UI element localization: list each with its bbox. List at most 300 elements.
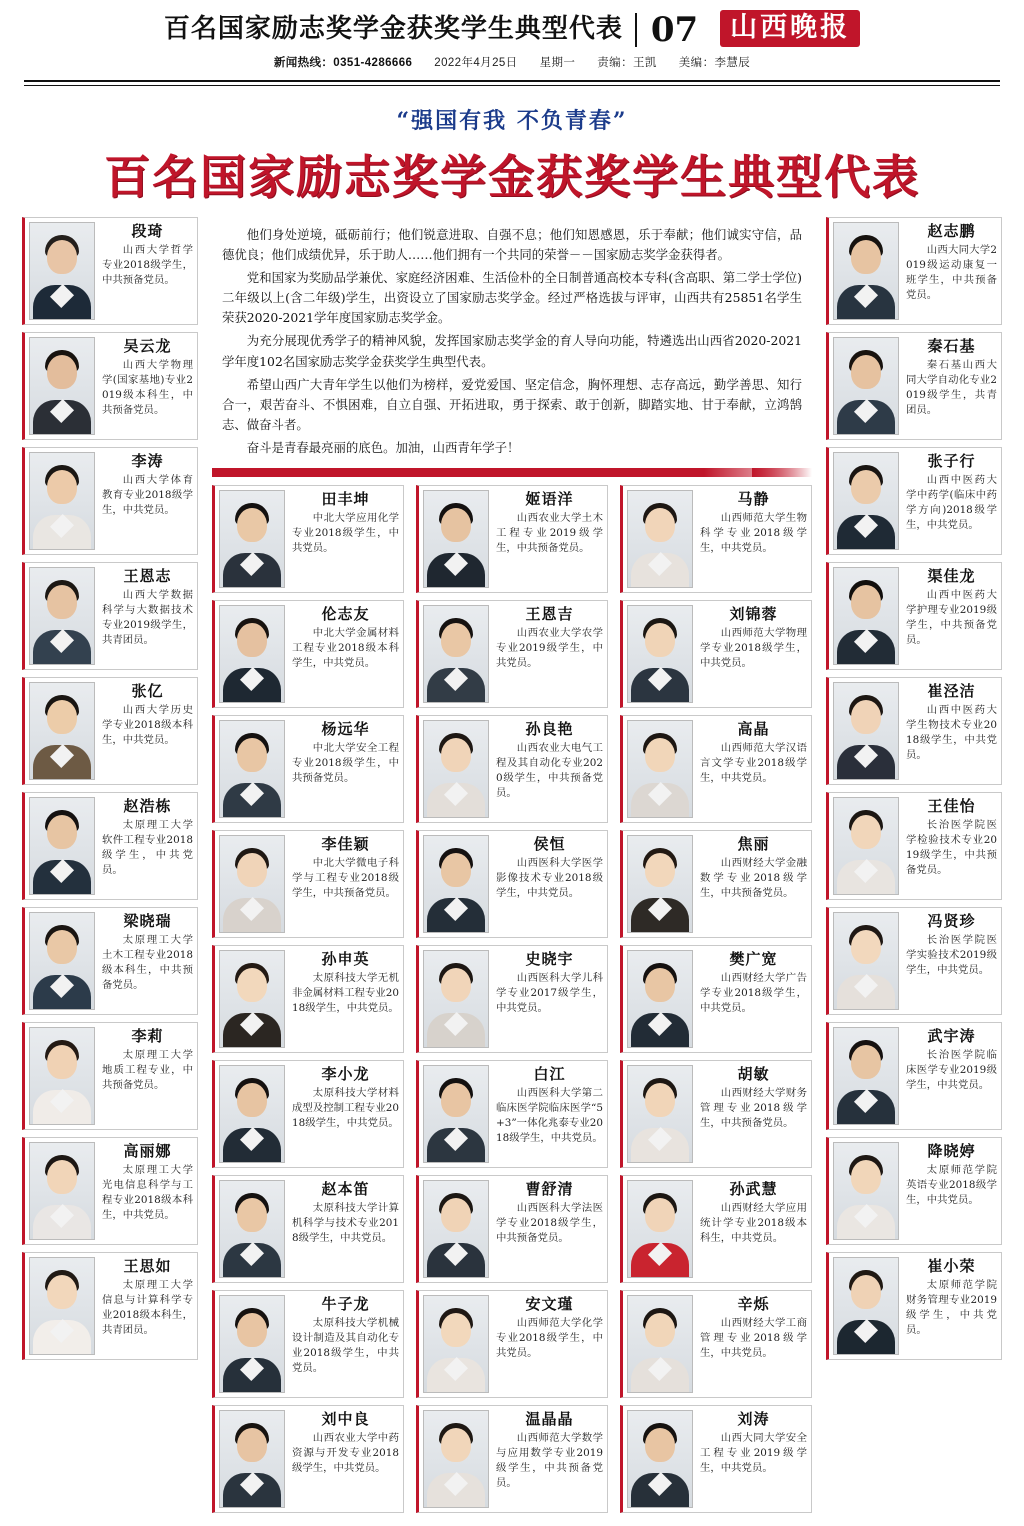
student-card [620,600,812,708]
student-photo [219,605,285,703]
student-name: 姬语洋 [525,490,574,509]
student-name: 段琦 [131,222,164,240]
student-photo [29,682,95,780]
masthead-subline [24,54,1000,70]
student-description: 山西农业大学中药资源与开发专业2018级学生，中共党员。 [292,1431,399,1474]
student-photo [423,835,489,933]
student-photo [219,1065,285,1163]
student-card [416,1290,608,1398]
newspaper-logo: 山西晚报 [720,10,860,47]
student-photo [29,452,95,550]
photo-face [47,355,77,389]
student-name: 刘中良 [321,1410,370,1429]
student-description: 太原理工大学信息与计算科学专业2018级本科生，共青团员。 [102,1278,193,1336]
student-description: 太原科技大学材料成型及控制工程专业2018级学生，中共党员。 [292,1086,399,1129]
photo-face [47,1045,77,1079]
photo-face [47,1160,77,1194]
student-photo [29,337,95,435]
student-info [292,835,399,933]
student-card [22,1252,198,1360]
middle-grid-top [212,485,812,1520]
student-name: 崔小荣 [927,1257,976,1275]
photo-face [237,508,267,542]
student-card [22,677,198,785]
student-info [700,1180,807,1278]
student-description: 山西财经大学广告学专业2018级学生，中共党员。 [700,971,807,1014]
photo-face [645,738,675,772]
student-card [416,1405,608,1513]
photo-face [645,623,675,657]
photo-face [851,700,881,734]
student-info [102,337,193,435]
student-name: 牛子龙 [321,1295,370,1314]
intro-paragraph: 党和国家为奖励品学兼优、家庭经济困难、生活俭朴的全日制普通高校本专科(含高职、第二学士学位)二年级以上(含二年级)学生，出资设立了国家励志奖学金。经过严格选拔与评审，山西共有25851名学生荣获2020-2021学年度国家励志奖学金。 [222,270,802,326]
student-description: 山西中医药大学护理专业2019级学生，中共预备党员。 [906,588,997,646]
middle-column [416,485,608,1520]
student-info [496,605,603,703]
student-name: 焦丽 [737,835,770,854]
student-card [22,1022,198,1130]
page-body [0,207,1024,1526]
student-description: 山西财经大学应用统计学专业2018级本科生，中共党员。 [700,1201,807,1244]
student-info [906,797,997,895]
student-photo [627,1065,693,1163]
student-description: 山西大学体育教育专业2018级学生，中共党员。 [102,473,193,516]
photo-face [47,1275,77,1309]
student-description: 山西大学历史学专业2018级本科生，中共党员。 [102,703,193,746]
student-info [700,490,807,588]
student-name: 曹舒清 [525,1180,574,1199]
student-description: 山西财经大学财务管理专业2018级学生，中共预备党员。 [700,1086,807,1129]
photo-face [441,1198,471,1232]
masthead [0,0,1024,86]
intro-paragraph: 希望山西广大青年学生以他们为榜样，爱党爱国、坚定信念，胸怀理想、志存高远，勤学善思、知行合一，艰苦奋斗、不惧困难，自立自强、开拓进取，勇于探索、敢于创新，脚踏实地、甘于奉献，立鸿鹄志、做奋斗者。 [222,376,802,432]
photo-face [851,585,881,619]
student-info [292,1065,399,1163]
student-name: 田丰坤 [321,490,370,509]
student-name: 张亿 [131,682,164,700]
student-card [22,217,198,325]
student-photo [833,1142,899,1240]
photo-face [645,968,675,1002]
student-photo [627,1180,693,1278]
student-name: 冯贤珍 [927,912,976,930]
student-description: 山西大同大学安全工程专业2019级学生，中共党员。 [700,1431,807,1474]
student-photo [29,567,95,665]
student-photo [833,797,899,895]
student-info [102,682,193,780]
photo-face [237,1198,267,1232]
student-name: 孙良艳 [525,720,574,739]
student-name: 孙申英 [321,950,370,969]
student-name: 秦石基 [927,337,976,355]
student-info [292,950,399,1048]
student-card [620,1175,812,1283]
masthead-row [24,8,1000,50]
student-info [906,1142,997,1240]
student-name: 伦志友 [321,605,370,624]
student-info [102,567,193,665]
student-name: 武宇涛 [927,1027,976,1045]
student-description: 中北大学安全工程专业2018级学生，中共预备党员。 [292,741,399,784]
student-name: 高丽娜 [123,1142,172,1160]
student-name: 李小龙 [321,1065,370,1084]
student-description: 太原科技大学无机非金属材料工程专业2018级学生，中共党员。 [292,971,399,1014]
student-photo [833,682,899,780]
photo-face [237,1313,267,1347]
student-info [102,1257,193,1355]
student-photo [833,222,899,320]
student-info [906,222,997,320]
student-description: 山西医科大学第二临床医学院临床医学“5+3”一体化兆泰专业2018级学生，中共党员。 [496,1086,603,1144]
student-card [826,1022,1002,1130]
student-info [906,567,997,665]
photo-face [47,470,77,504]
page-number: 07 [635,13,708,47]
publish-date: 2022年4月25日 [434,57,518,69]
student-description: 山西中医药大学中药学(临床中药学方向)2018级学生，中共党员。 [906,473,997,531]
photo-face [851,815,881,849]
photo-face [441,738,471,772]
masthead-rule-thin [24,85,1000,86]
student-photo [29,222,95,320]
headline-block [0,104,1024,207]
student-info [496,1065,603,1163]
photo-face [645,1083,675,1117]
student-card [826,447,1002,555]
student-description: 太原理工大学地质工程专业，中共预备党员。 [102,1048,193,1091]
student-description: 山西师范大学数学与应用数学专业2019级学生，中共预备党员。 [496,1431,603,1489]
student-card [416,830,608,938]
student-info [292,490,399,588]
student-photo [423,490,489,588]
photo-face [237,1083,267,1117]
photo-face [851,1275,881,1309]
student-name: 李佳颖 [321,835,370,854]
student-name: 高晶 [737,720,770,739]
student-photo [219,720,285,818]
student-photo [423,720,489,818]
student-info [102,912,193,1010]
photo-face [851,470,881,504]
student-card [212,830,404,938]
student-card [212,945,404,1053]
student-info [700,835,807,933]
student-card [212,1060,404,1168]
student-info [700,605,807,703]
student-name: 王恩吉 [525,605,574,624]
top-area [22,217,1002,1520]
student-description: 太原理工大学土木工程专业2018级本科生，中共预备党员。 [102,933,193,991]
student-description: 山西财经大学金融数学专业2018级学生，中共预备党员。 [700,856,807,899]
student-description: 山西大学物理学(国家基地)专业2019级本科生，中共预备党员。 [102,358,193,416]
designer-credit: 美编：李慧辰 [678,57,751,69]
intro-paragraph: 为充分展现优秀学子的精神风貌，发挥国家励志奖学金的育人导向功能，特遴选出山西省2020-2021学年度102名国家励志奖学金获奖学生典型代表。 [222,333,802,369]
student-photo [833,912,899,1010]
photo-face [47,585,77,619]
student-name: 辛烁 [737,1295,770,1314]
student-description: 长治医学院医学实验技术2019级学生，中共党员。 [906,933,997,976]
student-card [826,217,1002,325]
student-card [416,715,608,823]
student-photo [833,452,899,550]
student-card [620,715,812,823]
student-name: 刘涛 [737,1410,770,1429]
student-photo [627,835,693,933]
photo-face [645,1198,675,1232]
student-description: 太原师范学院财务管理专业2019级学生，中共党员。 [906,1278,997,1336]
student-info [700,720,807,818]
student-description: 山西农业大电气工程及其自动化专业2020级学生，中共预备党员。 [496,741,603,799]
photo-face [851,1045,881,1079]
student-info [102,452,193,550]
student-name: 张子行 [927,452,976,470]
student-description: 太原科技大学机械设计制造及其自动化专业2018级学生，中共党员。 [292,1316,399,1374]
student-photo [627,1410,693,1508]
student-info [700,950,807,1048]
student-info [292,1410,399,1508]
student-card [620,1405,812,1513]
photo-face [237,968,267,1002]
student-card [416,485,608,593]
photo-face [441,1313,471,1347]
student-description: 山西师范大学化学专业2018级学生，中共党员。 [496,1316,603,1359]
intro-paragraph: 奋斗是青春最亮丽的底色。加油，山西青年学子！ [246,439,520,455]
student-photo [423,1410,489,1508]
photo-face [47,240,77,274]
student-description: 长治医学院临床医学专业2019级学生，中共党员。 [906,1048,997,1091]
student-name: 王佳怡 [927,797,976,815]
weekday: 星期一 [539,57,576,69]
headline-kicker: “强国有我 不负青春” [396,108,628,134]
student-photo [627,490,693,588]
student-description: 山西医科大学法医学专业2018级学生，中共预备党员。 [496,1201,603,1244]
student-name: 渠佳龙 [927,567,976,585]
student-photo [219,1295,285,1393]
student-card [826,1137,1002,1245]
student-info [700,1410,807,1508]
student-card [212,1175,404,1283]
student-description: 山西医科大学医学影像技术专业2018级学生，中共党员。 [496,856,603,899]
photo-face [645,853,675,887]
student-card [22,792,198,900]
student-card [416,1060,608,1168]
student-info [496,1180,603,1278]
student-name: 吴云龙 [123,337,172,355]
student-description: 中北大学金属材料工程专业2018级本科学生，中共党员。 [292,626,399,669]
student-photo [833,1257,899,1355]
photo-face [851,240,881,274]
student-photo [627,720,693,818]
masthead-rule-thick [24,80,1000,82]
photo-face [645,508,675,542]
student-info [102,222,193,320]
student-name: 崔泾洁 [927,682,976,700]
student-info [292,720,399,818]
student-info [292,1180,399,1278]
student-info [700,1065,807,1163]
student-card [22,332,198,440]
photo-face [237,623,267,657]
student-photo [627,605,693,703]
student-info [496,835,603,933]
photo-face [47,815,77,849]
student-description: 山西医科大学儿科学专业2017级学生，中共党员。 [496,971,603,1014]
student-description: 山西中医药大学生物技术专业2018级学生，中共党员。 [906,703,997,761]
photo-face [441,623,471,657]
student-photo [833,1027,899,1125]
student-card [212,485,404,593]
student-card [212,600,404,708]
student-info [906,1027,997,1125]
student-name: 降晓婷 [927,1142,976,1160]
student-card [416,945,608,1053]
student-info [292,605,399,703]
student-info [102,797,193,895]
student-card [22,447,198,555]
student-card [826,562,1002,670]
student-info [292,1295,399,1393]
student-photo [423,1180,489,1278]
photo-face [47,700,77,734]
student-photo [423,1295,489,1393]
student-photo [29,797,95,895]
student-card [620,485,812,593]
student-name: 梁晓瑞 [123,912,172,930]
student-name: 王恩志 [123,567,172,585]
student-name: 王思如 [123,1257,172,1275]
student-info [906,1257,997,1355]
student-card [826,332,1002,440]
student-description: 山西师范大学汉语言文学专业2018级学生，中共党员。 [700,741,807,784]
student-card [212,1290,404,1398]
student-name: 刘锦蓉 [729,605,778,624]
headline-main: 百名国家励志奖学金获奖学生典型代表 [104,150,920,204]
student-info [906,682,997,780]
student-description: 山西师范大学物理学专业2018级学生，中共党员。 [700,626,807,669]
student-photo [833,567,899,665]
photo-face [851,1160,881,1194]
student-info [496,1410,603,1508]
student-description: 太原理工大学软件工程专业2018级学生，中共党员。 [102,818,193,876]
student-name: 史晓宇 [525,950,574,969]
left-column-top [22,217,198,1367]
student-description: 中北大学应用化学专业2018级学生，中共党员。 [292,511,399,554]
photo-face [441,853,471,887]
middle-column [620,485,812,1520]
student-name: 侯恒 [533,835,566,854]
student-name: 杨远华 [321,720,370,739]
student-photo [29,1257,95,1355]
right-column-top [826,217,1002,1367]
student-description: 中北大学微电子科学与工程专业2018级学生，中共预备党员。 [292,856,399,899]
student-info [496,720,603,818]
student-card [826,677,1002,785]
student-name: 胡敏 [737,1065,770,1084]
student-info [906,912,997,1010]
student-description: 山西大同大学2019级运动康复一班学生，中共预备党员。 [906,243,997,301]
photo-face [851,355,881,389]
photo-face [851,930,881,964]
photo-face [237,738,267,772]
photo-face [645,1313,675,1347]
student-photo [833,337,899,435]
student-photo [627,950,693,1048]
student-name: 李莉 [131,1027,164,1045]
student-photo [423,1065,489,1163]
student-name: 赵本笛 [321,1180,370,1199]
student-photo [219,835,285,933]
photo-face [237,853,267,887]
student-card [22,1137,198,1245]
student-info [102,1142,193,1240]
intro-paragraph: 他们身处逆境，砥砺前行；他们锐意进取、自强不息；他们知恩感恩，乐于奉献；他们诚实守信，品德优良；他们成绩优异，乐于助人……他们拥有一个共同的荣誉－－国家励志奖学金获得者。 [222,227,802,263]
student-photo [29,912,95,1010]
student-card [416,600,608,708]
student-card [22,907,198,1015]
student-card [620,1290,812,1398]
editor-credit: 责编：王凯 [597,57,657,69]
student-card [212,1405,404,1513]
student-name: 马静 [737,490,770,509]
photo-face [441,1428,471,1462]
student-name: 樊广宽 [729,950,778,969]
student-description: 山西师范大学生物科学专业2018级学生，中共党员。 [700,511,807,554]
student-photo [423,950,489,1048]
student-card [826,792,1002,900]
student-description: 秦石基山西大同大学自动化专业2019级学生，共青团员。 [906,358,997,416]
student-description: 太原理工大学光电信息科学与工程专业2018级本科生，中共党员。 [102,1163,193,1221]
student-description: 山西大学哲学专业2018级学生，中共预备党员。 [102,243,193,286]
student-card [620,1060,812,1168]
student-info [102,1027,193,1125]
student-description: 山西农业大学农学专业2019级学生，中共党员。 [496,626,603,669]
student-card [620,945,812,1053]
student-card [620,830,812,938]
student-info [496,490,603,588]
student-description: 长治医学院医学检验技术专业2019级学生，中共预备党员。 [906,818,997,876]
news-hotline: 新闻热线：0351-4286666 [273,57,413,69]
photo-face [441,1083,471,1117]
student-name: 白江 [533,1065,566,1084]
student-name: 赵浩栋 [123,797,172,815]
photo-face [47,930,77,964]
student-card [416,1175,608,1283]
student-description: 山西农业大学土木工程专业2019级学生，中共预备党员。 [496,511,603,554]
student-description: 山西财经大学工商管理专业2018级学生，中共党员。 [700,1316,807,1359]
student-name: 李涛 [131,452,164,470]
student-description: 太原师范学院英语专业2018级学生，中共党员。 [906,1163,997,1206]
student-card [22,562,198,670]
student-description: 山西大学数据科学与大数据技术专业2019级学生，共青团员。 [102,588,193,646]
intro-text [212,217,812,458]
student-description: 太原科技大学计算机科学与技术专业2018级学生，中共党员。 [292,1201,399,1244]
photo-face [441,508,471,542]
student-name: 赵志鹏 [927,222,976,240]
student-photo [423,605,489,703]
student-photo [29,1027,95,1125]
student-info [906,452,997,550]
student-photo [219,950,285,1048]
student-photo [29,1142,95,1240]
student-name: 安文瑾 [525,1295,574,1314]
student-photo [627,1295,693,1393]
section-divider [212,468,812,477]
student-info [496,1295,603,1393]
student-photo [219,1180,285,1278]
student-name: 孙武慧 [729,1180,778,1199]
student-photo [219,1410,285,1508]
